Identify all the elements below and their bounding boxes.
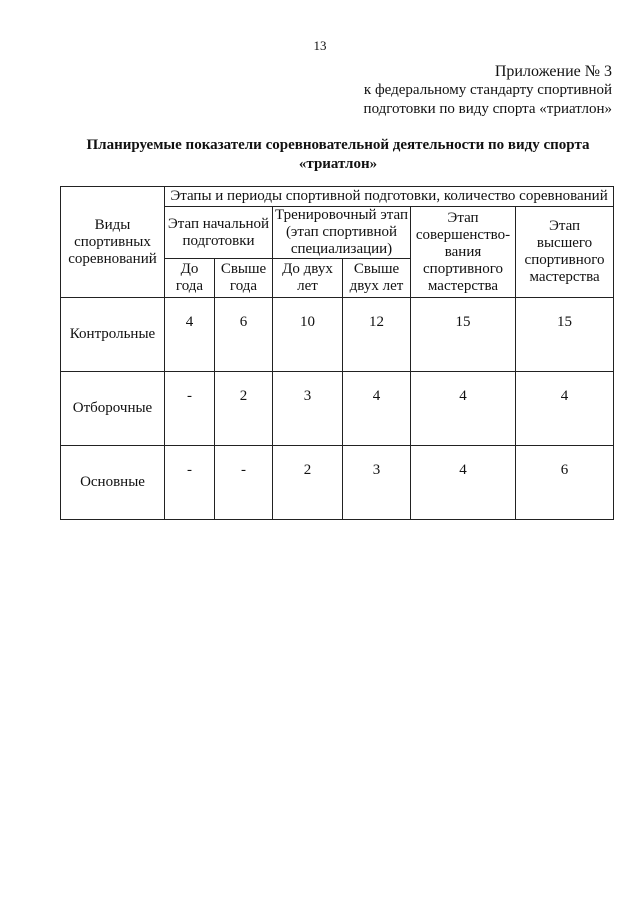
table-cell: - (165, 446, 215, 520)
appendix-heading (364, 62, 612, 119)
sub-header-line: Свыше (353, 261, 400, 277)
stage-header-line: Этап начальной (167, 215, 270, 232)
page-number: 13 (313, 38, 327, 53)
stage-header-line: совершенство- (415, 226, 511, 243)
sub-header-line: лет (297, 278, 318, 294)
stage-header-line: мастерства (427, 277, 499, 294)
header-stage-initial (165, 207, 273, 259)
header-sub-up-to-two-years (273, 259, 343, 298)
table-cell: - (165, 372, 215, 446)
appendix-line-1: Приложение № 3 (494, 63, 612, 80)
table-cell: 4 (516, 372, 614, 446)
row-label: Основные (61, 446, 165, 520)
header-stages-group: Этапы и периоды спортивной подготовки, количество соревнований (165, 187, 614, 207)
table-cell: 4 (411, 446, 516, 520)
sub-header-line: Свыше (220, 261, 267, 277)
stage-header-line: мастерства (529, 269, 600, 285)
title-line-1: Планируемые показатели соревновательной деятельности по виду спорта (86, 137, 590, 153)
stage-header-line: подготовки (182, 232, 255, 249)
title-line-2: «триатлон» (298, 156, 378, 172)
table-cell: - (215, 446, 273, 520)
corner-header-line: спортивных (74, 233, 151, 250)
stage-header-line: Тренировочный этап (275, 207, 408, 223)
competition-indicators-table (60, 186, 614, 520)
row-label: Отборочные (61, 372, 165, 446)
table-row (61, 298, 614, 372)
sub-header-line: года (229, 278, 258, 294)
header-sub-over-two-years (343, 259, 411, 298)
stage-header-line: вания (444, 243, 482, 260)
header-competition-types (61, 187, 165, 298)
table-cell: 6 (516, 446, 614, 520)
table-cell: 2 (215, 372, 273, 446)
table-row (61, 446, 614, 520)
table-cell: 15 (411, 298, 516, 372)
table-cell: 4 (165, 298, 215, 372)
stage-header-line: Этап (447, 209, 479, 226)
header-stage-highest (516, 207, 614, 298)
stage-header-line: Этап (548, 218, 581, 234)
table-cell: 10 (273, 298, 343, 372)
table-cell: 3 (343, 446, 411, 520)
table-cell: 6 (215, 298, 273, 372)
sub-header-line: двух лет (349, 278, 404, 294)
table-cell: 4 (343, 372, 411, 446)
header-sub-over-year (215, 259, 273, 298)
table-row (61, 372, 614, 446)
stage-header-line: спортивного (423, 260, 503, 277)
sub-header-line: До двух (282, 261, 333, 277)
sub-header-line: года (175, 278, 204, 294)
table-cell: 4 (411, 372, 516, 446)
appendix-line-2: к федеральному стандарту спортивной (363, 82, 612, 98)
stage-header-line: высшего (536, 235, 593, 251)
header-stage-improvement (411, 207, 516, 298)
corner-header-line: соревнований (68, 250, 157, 267)
header-stage-training (273, 207, 411, 259)
table-cell: 12 (343, 298, 411, 372)
document-title (60, 136, 616, 174)
sub-header-line: До (180, 261, 199, 277)
stage-header-line: специализации) (290, 241, 393, 257)
header-sub-up-to-year (165, 259, 215, 298)
table-cell: 2 (273, 446, 343, 520)
row-label: Контрольные (61, 298, 165, 372)
appendix-line-3: подготовки по виду спорта «триатлон» (363, 101, 612, 117)
stage-header-line: (этап спортивной (285, 224, 398, 240)
stage-header-line: спортивного (524, 252, 605, 268)
corner-header-line: Виды (94, 216, 131, 233)
table-cell: 15 (516, 298, 614, 372)
table-cell: 3 (273, 372, 343, 446)
